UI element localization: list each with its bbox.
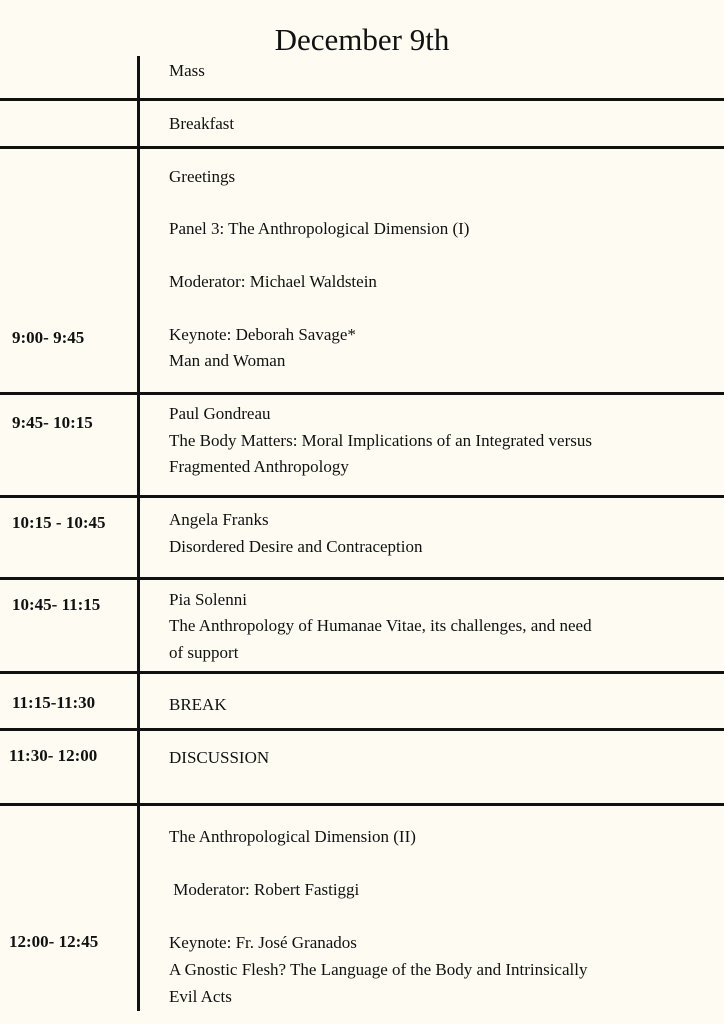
page-title: December 9th (274, 22, 450, 57)
row-divider (0, 98, 724, 101)
event-line: The Anthropological Dimension (II) (169, 827, 416, 846)
event-line: Disordered Desire and Contraception (169, 537, 423, 556)
event-line: Angela Franks (169, 510, 269, 529)
row-divider (0, 392, 724, 395)
time-slot: 11:15-11:30 (12, 693, 96, 712)
time-slot: 10:15 - 10:45 (12, 513, 106, 532)
event-line: Man and Woman (169, 351, 286, 370)
event-line: Moderator: Robert Fastiggi (169, 880, 360, 899)
row-divider (0, 671, 724, 674)
event-line: Evil Acts (169, 987, 232, 1006)
time-slot: 12:00- 12:45 (9, 932, 99, 951)
event-line: A Gnostic Flesh? The Language of the Body and Intrinsically (169, 960, 588, 979)
event-line: Moderator: Michael Waldstein (169, 272, 377, 291)
event-line: Panel 3: The Anthropological Dimension (I) (169, 219, 470, 238)
time-slot: 11:30- 12:00 (9, 746, 98, 765)
time-slot: 9:45- 10:15 (12, 413, 93, 432)
event-line: Greetings (169, 167, 236, 186)
event-line: Paul Gondreau (169, 404, 271, 423)
event-break: BREAK (169, 695, 227, 714)
row-divider (0, 803, 724, 806)
event-discussion: DISCUSSION (169, 748, 270, 767)
event-breakfast: Breakfast (169, 114, 235, 133)
event-line: Fragmented Anthropology (169, 457, 349, 476)
event-line: The Anthropology of Humanae Vitae, its challenges, and need (169, 616, 592, 635)
time-slot: 9:00- 9:45 (12, 328, 85, 347)
row-divider (0, 146, 724, 149)
event-line: Keynote: Deborah Savage* (169, 325, 356, 344)
row-divider (0, 728, 724, 731)
event-line: Pia Solenni (169, 590, 247, 609)
event-line: of support (169, 643, 239, 662)
row-divider (0, 577, 724, 580)
event-mass: Mass (169, 61, 205, 80)
event-line: Keynote: Fr. José Granados (169, 933, 357, 952)
time-slot: 10:45- 11:15 (12, 595, 101, 614)
row-divider (0, 495, 724, 498)
column-divider (137, 56, 140, 1011)
event-line: The Body Matters: Moral Implications of an Integrated versus (169, 431, 592, 450)
